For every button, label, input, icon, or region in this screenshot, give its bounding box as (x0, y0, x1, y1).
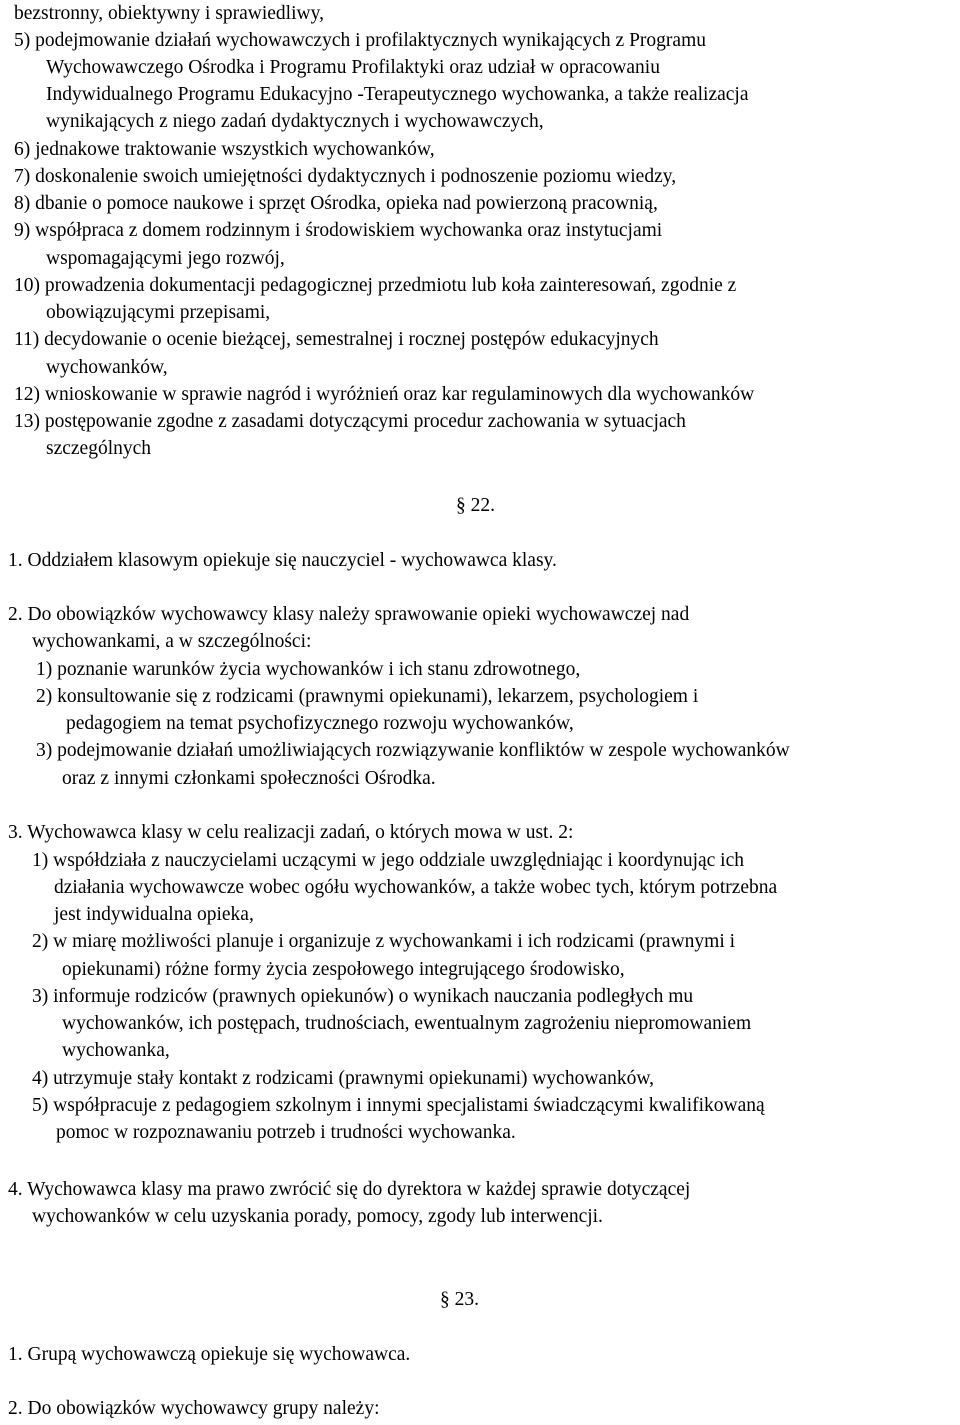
list-item-5: 5) współpracuje z pedagogiem szkolnym i innymi specjalistami świadczącymi kwalifikowaną (32, 1095, 765, 1116)
list-item-2: 2) w miarę możliwości planuje i organizuje z wychowankami i ich rodzicami (prawnymi i (32, 931, 736, 952)
list-item-6: 6) jednakowe traktowanie wszystkich wychowanków, (14, 139, 435, 160)
list-line: obowiązującymi przepisami, (46, 302, 271, 323)
section-sign-icon: § (456, 495, 466, 516)
list-item-4: 4) utrzymuje stały kontakt z rodzicami (prawnymi opiekunami) wychowanków, (32, 1068, 655, 1089)
list-item-7: 7) doskonalenie swoich umiejętności dydaktycznych i podnoszenie poziomu wiedzy, (14, 166, 677, 187)
list-item-3: 3) informuje rodziców (prawnych opiekunów) o wynikach nauczania podległych mu (32, 986, 694, 1007)
list-line: pomoc w rozpoznawaniu potrzeb i trudności wychowanka. (56, 1122, 516, 1143)
list-line: opiekunami) różne formy życia zespołowego integrującego środowisko, (62, 959, 625, 980)
paragraph-1: 1. Grupą wychowawczą opiekuje się wychowawca. (8, 1344, 411, 1365)
paragraph-4: 4. Wychowawca klasy ma prawo zwrócić się do dyrektora w każdej sprawie dotyczącej (8, 1179, 691, 1200)
list-line: oraz z innymi członkami społeczności Ośrodka. (62, 768, 436, 789)
list-line: szczególnych (46, 438, 152, 459)
list-item-3: 3) podejmowanie działań umożliwiających rozwiązywanie konfliktów w zespole wychowanków (36, 740, 790, 761)
list-line: Indywidualnego Programu Edukacyjno -Terapeutycznego wychowanka, a także realizacja (46, 84, 749, 105)
section-number: 22. (470, 495, 495, 516)
list-item-5: 5) podejmowanie działań wychowawczych i profilaktycznych wynikających z Programu (14, 30, 706, 51)
list-line: jest indywidualna opieka, (54, 904, 254, 925)
list-line: pedagogiem na temat psychofizycznego rozwoju wychowanków, (66, 713, 574, 734)
paragraph-3: 3. Wychowawca klasy w celu realizacji zadań, o których mowa w ust. 2: (8, 822, 574, 843)
list-item-11: 11) decydowanie o ocenie bieżącej, semestralnej i rocznej postępów edukacyjnych (14, 329, 659, 350)
list-line: Wychowawczego Ośrodka i Programu Profilaktyki oraz udział w opracowaniu (46, 57, 660, 78)
list-item-10: 10) prowadzenia dokumentacji pedagogicznej przedmiotu lub koła zainteresowań, zgodnie z (14, 275, 737, 296)
list-item-12: 12) wnioskowanie w sprawie nagród i wyróżnień oraz kar regulaminowych dla wychowanków (14, 384, 755, 405)
paragraph-2: 2. Do obowiązków wychowawcy klasy należy sprawowanie opieki wychowawczej nad (8, 604, 690, 625)
section-heading-22 (456, 495, 495, 517)
list-item-8: 8) dbanie o pomoce naukowe i sprzęt Ośrodka, opieka nad powierzoną pracownią, (14, 193, 658, 214)
section-number: 23. (454, 1289, 479, 1310)
list-line: wychowanków, ich postępach, trudnościach, ewentualnym zagrożeniu niepromowaniem (62, 1013, 752, 1034)
list-line: wychowanka, (62, 1040, 170, 1061)
list-line: wychowanków, (46, 357, 168, 378)
paragraph-line: wychowankami, a w szczególności: (32, 631, 312, 652)
list-line: wynikających z niego zadań dydaktycznych i wychowawczych, (46, 111, 544, 132)
section-heading-23 (440, 1289, 479, 1311)
list-line: bezstronny, obiektywny i sprawiedliwy, (14, 3, 324, 24)
list-line: wspomagającymi jego rozwój, (46, 248, 285, 269)
list-item-1: 1) poznanie warunków życia wychowanków i ich stanu zdrowotnego, (36, 659, 581, 680)
paragraph-1: 1. Oddziałem klasowym opiekuje się nauczyciel - wychowawca klasy. (8, 550, 557, 571)
list-item-2: 2) konsultowanie się z rodzicami (prawnymi opiekunami), lekarzem, psychologiem i (36, 686, 699, 707)
list-item-13: 13) postępowanie zgodne z zasadami dotyczącymi procedur zachowania w sytuacjach (14, 411, 686, 432)
list-line: działania wychowawcze wobec ogółu wychowanków, a także wobec tych, którym potrzebna (54, 877, 778, 898)
list-item-9: 9) współpraca z domem rodzinnym i środowiskiem wychowanka oraz instytucjami (14, 220, 663, 241)
paragraph-line: wychowanków w celu uzyskania porady, pomocy, zgody lub interwencji. (32, 1206, 603, 1227)
paragraph-2: 2. Do obowiązków wychowawcy grupy należy: (8, 1398, 380, 1419)
section-sign-icon: § (440, 1289, 450, 1310)
list-item-1: 1) współdziała z nauczycielami uczącymi w jego oddziale uwzględniając i koordynując ich (32, 850, 744, 871)
